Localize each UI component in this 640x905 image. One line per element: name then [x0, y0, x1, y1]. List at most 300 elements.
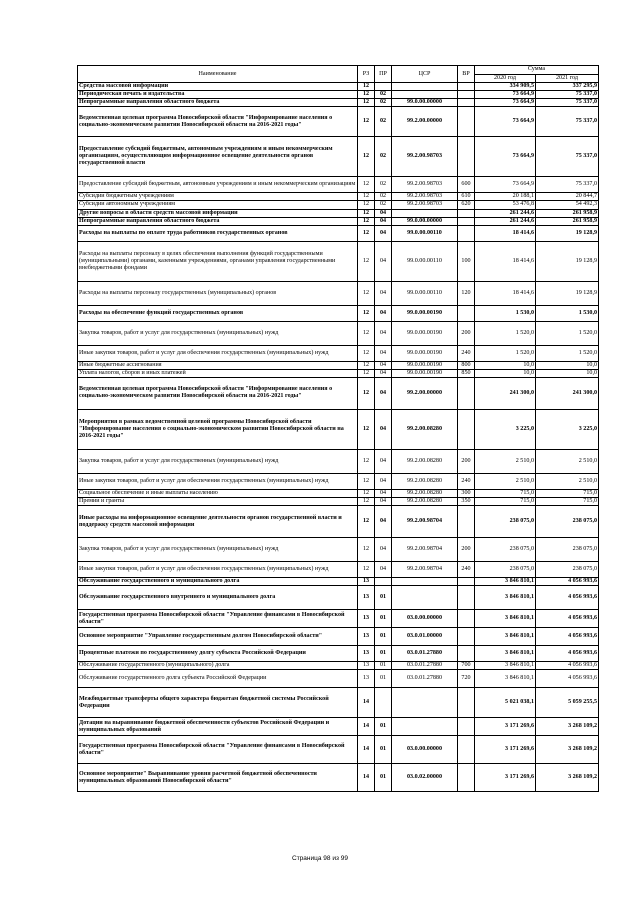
cell-sum-2020: 18 414,6	[475, 241, 536, 281]
cell-sum-2021: 241 300,0	[536, 377, 599, 409]
table-row	[78, 670, 599, 688]
cell-rz: 13	[358, 646, 375, 662]
cell-sum-2021: 238 075,0	[536, 562, 599, 578]
cell-rz: 12	[358, 193, 375, 201]
table-row	[78, 688, 599, 718]
table-row	[78, 586, 599, 610]
cell-rz: 14	[358, 688, 375, 718]
cell-name: Иные бюджетные ассигнования	[78, 361, 358, 369]
cell-csr: 03.0.01.27880	[392, 670, 458, 688]
cell-sum-2021: 261 958,9	[536, 209, 599, 217]
cell-pr: 04	[375, 241, 392, 281]
cell-name: Расходы на выплаты персоналу государственных (муниципальных) органов	[78, 281, 358, 305]
table-row	[78, 241, 599, 281]
cell-rz: 12	[358, 538, 375, 562]
cell-name: Ведомственная целевая программа Новосибирской области "Информирование населения о социально-экономическом развитии Новосибирской области на 2016-2021 годы"	[78, 377, 358, 409]
cell-sum-2020: 3 846 810,1	[475, 578, 536, 586]
cell-sum-2021: 19 128,9	[536, 241, 599, 281]
cell-sum-2020: 1 530,0	[475, 305, 536, 321]
cell-name: Процентные платежи по государственному долгу субъекта Российской Федерации	[78, 646, 358, 662]
cell-csr: 99.2.00.98704	[392, 562, 458, 578]
cell-name: Иные закупки товаров, работ и услуг для обеспечения государственных (муниципальных) нужд	[78, 562, 358, 578]
cell-vr: 610	[458, 193, 475, 201]
cell-pr: 01	[375, 586, 392, 610]
cell-sum-2020: 1 520,0	[475, 321, 536, 345]
cell-sum-2021: 1 520,0	[536, 345, 599, 361]
cell-sum-2021: 3 225,0	[536, 409, 599, 449]
cell-rz: 12	[358, 225, 375, 241]
cell-csr: 99.0.00.00190	[392, 305, 458, 321]
table-row	[78, 177, 599, 193]
cell-vr: 200	[458, 538, 475, 562]
table-row	[78, 562, 599, 578]
cell-name: Основное мероприятие" Выравнивание уровня расчетной бюджетной обеспеченности муниципальных образований Новосибирской области"	[78, 764, 358, 792]
cell-pr	[375, 688, 392, 718]
cell-sum-2020: 3 846 810,1	[475, 628, 536, 646]
cell-csr: 03.0.01.27880	[392, 646, 458, 662]
cell-csr: 03.0.00.00000	[392, 736, 458, 764]
cell-pr: 01	[375, 646, 392, 662]
cell-csr	[392, 578, 458, 586]
cell-csr: 99.2.00.98703	[392, 193, 458, 201]
cell-sum-2021: 3 268 109,2	[536, 718, 599, 736]
cell-rz: 13	[358, 628, 375, 646]
table-row	[78, 201, 599, 209]
cell-name: Обслуживание государственного (муниципального) долга	[78, 662, 358, 670]
cell-sum-2020: 18 414,6	[475, 225, 536, 241]
cell-csr	[392, 718, 458, 736]
cell-rz: 12	[358, 345, 375, 361]
cell-name: Субсидии бюджетным учреждениям	[78, 193, 358, 201]
cell-rz: 12	[358, 449, 375, 473]
cell-csr: 99.2.00.00000	[392, 107, 458, 137]
cell-sum-2021: 4 056 993,6	[536, 586, 599, 610]
cell-csr: 99.2.00.08280	[392, 473, 458, 489]
cell-vr	[458, 83, 475, 91]
cell-name: Обслуживание государственного внутреннего и муниципального долга	[78, 586, 358, 610]
cell-sum-2021: 4 056 993,6	[536, 670, 599, 688]
cell-sum-2020: 3 225,0	[475, 409, 536, 449]
table-row	[78, 225, 599, 241]
col-header-name: Наименование	[78, 66, 358, 83]
budget-table	[77, 65, 599, 792]
cell-sum-2021: 2 510,0	[536, 449, 599, 473]
cell-vr: 700	[458, 662, 475, 670]
cell-sum-2020: 261 244,6	[475, 217, 536, 225]
cell-sum-2020: 238 075,0	[475, 538, 536, 562]
cell-name: Средства массовой информации	[78, 83, 358, 91]
cell-sum-2021: 715,0	[536, 498, 599, 506]
cell-vr	[458, 646, 475, 662]
cell-vr	[458, 764, 475, 792]
cell-rz: 12	[358, 321, 375, 345]
table-body	[78, 83, 599, 792]
cell-rz: 12	[358, 241, 375, 281]
cell-rz: 12	[358, 361, 375, 369]
cell-sum-2020: 73 664,9	[475, 177, 536, 193]
cell-name: Обслуживание государственного и муниципального долга	[78, 578, 358, 586]
cell-sum-2020: 53 476,8	[475, 201, 536, 209]
cell-sum-2021: 75 337,0	[536, 91, 599, 99]
cell-sum-2021: 4 056 993,6	[536, 578, 599, 586]
cell-rz: 12	[358, 209, 375, 217]
cell-sum-2021: 715,0	[536, 489, 599, 497]
cell-vr	[458, 209, 475, 217]
cell-sum-2021: 4 056 993,6	[536, 628, 599, 646]
cell-sum-2020: 3 846 810,1	[475, 586, 536, 610]
cell-pr: 04	[375, 361, 392, 369]
cell-vr	[458, 107, 475, 137]
cell-rz: 12	[358, 91, 375, 99]
cell-csr: 99.2.00.08280	[392, 498, 458, 506]
cell-vr	[458, 409, 475, 449]
cell-rz: 12	[358, 99, 375, 107]
cell-vr	[458, 718, 475, 736]
table-row	[78, 193, 599, 201]
cell-sum-2021: 10,0	[536, 369, 599, 377]
cell-vr: 240	[458, 473, 475, 489]
cell-name: Иные расходы на информационное освещение деятельности органов государственной власти и поддержку средств массовой информации	[78, 506, 358, 538]
cell-pr	[375, 83, 392, 91]
cell-sum-2020: 73 664,9	[475, 91, 536, 99]
cell-name: Периодическая печать и издательства	[78, 91, 358, 99]
cell-pr: 04	[375, 225, 392, 241]
cell-pr: 01	[375, 670, 392, 688]
cell-vr: 240	[458, 345, 475, 361]
cell-sum-2020: 715,0	[475, 489, 536, 497]
cell-csr: 99.0.00.00110	[392, 225, 458, 241]
cell-sum-2021: 238 075,0	[536, 506, 599, 538]
cell-sum-2021: 238 075,0	[536, 538, 599, 562]
table-row	[78, 99, 599, 107]
cell-vr: 100	[458, 241, 475, 281]
cell-sum-2021: 75 337,0	[536, 137, 599, 177]
cell-csr: 99.2.00.98703	[392, 177, 458, 193]
cell-sum-2020: 2 510,0	[475, 473, 536, 489]
cell-sum-2020: 3 846 810,1	[475, 670, 536, 688]
cell-sum-2021: 10,0	[536, 361, 599, 369]
cell-pr: 04	[375, 506, 392, 538]
cell-vr	[458, 225, 475, 241]
cell-pr: 04	[375, 305, 392, 321]
table-row	[78, 209, 599, 217]
cell-pr: 04	[375, 217, 392, 225]
cell-csr: 99.0.00.00190	[392, 321, 458, 345]
cell-sum-2020: 20 188,1	[475, 193, 536, 201]
table-row	[78, 369, 599, 377]
cell-rz: 12	[358, 369, 375, 377]
cell-rz: 12	[358, 83, 375, 91]
cell-csr: 99.2.00.08280	[392, 489, 458, 497]
cell-sum-2021: 4 056 993,6	[536, 662, 599, 670]
table-row	[78, 409, 599, 449]
cell-pr: 01	[375, 718, 392, 736]
table-row	[78, 578, 599, 586]
cell-vr	[458, 91, 475, 99]
cell-pr: 01	[375, 764, 392, 792]
col-header-sum: Сумма	[475, 66, 599, 75]
cell-pr: 01	[375, 662, 392, 670]
cell-sum-2020: 334 909,5	[475, 83, 536, 91]
cell-vr: 620	[458, 201, 475, 209]
cell-csr: 99.0.00.00190	[392, 369, 458, 377]
cell-sum-2021: 3 268 109,2	[536, 764, 599, 792]
cell-csr: 03.0.01.00000	[392, 628, 458, 646]
cell-pr: 01	[375, 736, 392, 764]
cell-vr	[458, 628, 475, 646]
cell-pr: 04	[375, 473, 392, 489]
cell-sum-2020: 238 075,0	[475, 506, 536, 538]
table-row	[78, 764, 599, 792]
cell-rz: 12	[358, 473, 375, 489]
cell-csr: 99.2.00.98703	[392, 201, 458, 209]
cell-sum-2021: 75 337,0	[536, 177, 599, 193]
table-row	[78, 473, 599, 489]
cell-rz: 12	[358, 201, 375, 209]
cell-sum-2021: 3 268 109,2	[536, 736, 599, 764]
cell-sum-2021: 337 295,9	[536, 83, 599, 91]
cell-sum-2021: 20 844,7	[536, 193, 599, 201]
cell-sum-2020: 3 171 269,6	[475, 764, 536, 792]
cell-csr: 99.2.00.98704	[392, 538, 458, 562]
cell-name: Уплата налогов, сборов и иных платежей	[78, 369, 358, 377]
cell-sum-2020: 73 664,9	[475, 107, 536, 137]
table-row	[78, 498, 599, 506]
cell-name: Непрограммные направления областного бюджета	[78, 99, 358, 107]
cell-name: Обслуживание государственного долга субъекта Российской Федерации	[78, 670, 358, 688]
cell-sum-2020: 73 664,9	[475, 137, 536, 177]
cell-sum-2021: 75 337,0	[536, 99, 599, 107]
table-row	[78, 736, 599, 764]
cell-vr	[458, 736, 475, 764]
cell-rz: 13	[358, 578, 375, 586]
cell-sum-2021: 1 530,0	[536, 305, 599, 321]
table-row	[78, 646, 599, 662]
cell-name: Субсидии автономным учреждениям	[78, 201, 358, 209]
cell-name: Расходы на обеспечение функций государственных органов	[78, 305, 358, 321]
cell-rz: 13	[358, 610, 375, 628]
cell-name: Расходы на выплаты персоналу в целях обеспечения выполнения функций государственными (муниципальными) органами, казенными учреждениями, органами управления государственными внебюджетными фондами	[78, 241, 358, 281]
cell-rz: 12	[358, 489, 375, 497]
cell-vr	[458, 688, 475, 718]
cell-rz: 12	[358, 137, 375, 177]
cell-rz: 12	[358, 377, 375, 409]
cell-rz: 14	[358, 736, 375, 764]
table-row	[78, 107, 599, 137]
cell-name: Иные закупки товаров, работ и услуг для обеспечения государственных (муниципальных) нужд	[78, 345, 358, 361]
cell-csr: 99.2.00.08280	[392, 409, 458, 449]
cell-sum-2020: 238 075,0	[475, 562, 536, 578]
cell-pr: 04	[375, 562, 392, 578]
table-row	[78, 281, 599, 305]
cell-rz: 14	[358, 764, 375, 792]
cell-sum-2020: 715,0	[475, 498, 536, 506]
cell-pr: 02	[375, 177, 392, 193]
cell-vr: 200	[458, 449, 475, 473]
cell-sum-2020: 5 021 038,1	[475, 688, 536, 718]
cell-vr	[458, 578, 475, 586]
cell-sum-2020: 3 171 269,6	[475, 736, 536, 764]
cell-rz: 12	[358, 506, 375, 538]
cell-vr: 200	[458, 321, 475, 345]
cell-vr	[458, 305, 475, 321]
cell-rz: 12	[358, 281, 375, 305]
cell-csr: 99.0.00.00190	[392, 361, 458, 369]
table-row	[78, 305, 599, 321]
table-row	[78, 345, 599, 361]
col-header-csr: ЦСР	[392, 66, 458, 83]
cell-name: Ведомственная целевая программа Новосибирской области "Информирование населения о социально-экономическом развитии Новосибирской области на 2016-2021 годы"	[78, 107, 358, 137]
cell-name: Межбюджетные трансферты общего характера бюджетам бюджетной системы Российской Федерации	[78, 688, 358, 718]
cell-name: Предоставление субсидий бюджетным, автономным учреждениям и иным некоммерческим организациям	[78, 177, 358, 193]
cell-vr: 240	[458, 562, 475, 578]
cell-name: Предоставление субсидий бюджетным, автономным учреждениям и иным некоммерческим организациям, осуществляющим информационное освещение деятельности органов государственной власти	[78, 137, 358, 177]
cell-rz: 12	[358, 177, 375, 193]
cell-pr: 04	[375, 409, 392, 449]
cell-rz: 14	[358, 718, 375, 736]
cell-pr: 04	[375, 345, 392, 361]
cell-pr: 04	[375, 449, 392, 473]
cell-rz: 13	[358, 670, 375, 688]
cell-rz: 13	[358, 586, 375, 610]
cell-csr: 99.2.00.98704	[392, 506, 458, 538]
cell-csr	[392, 83, 458, 91]
cell-sum-2020: 3 846 810,1	[475, 662, 536, 670]
cell-vr	[458, 99, 475, 107]
table-row	[78, 506, 599, 538]
cell-sum-2021: 19 128,9	[536, 281, 599, 305]
cell-sum-2021: 54 492,3	[536, 201, 599, 209]
cell-rz: 12	[358, 305, 375, 321]
cell-sum-2021: 2 510,0	[536, 473, 599, 489]
cell-vr: 600	[458, 177, 475, 193]
cell-name: Расходы на выплаты по оплате труда работников государственных органов	[78, 225, 358, 241]
cell-vr	[458, 137, 475, 177]
cell-name: Государственная программа Новосибирской области "Управление финансами в Новосибирской области"	[78, 610, 358, 628]
cell-sum-2021: 75 337,0	[536, 107, 599, 137]
table-row	[78, 83, 599, 91]
cell-name: Социальное обеспечение и иные выплаты населению	[78, 489, 358, 497]
cell-name: Мероприятия в рамках ведомственной целевой программы Новосибирской области "Информирование населения о социально-экономическом развитии Новосибирской области на 2016-2021 годы"	[78, 409, 358, 449]
table-row	[78, 137, 599, 177]
cell-csr	[392, 688, 458, 718]
cell-sum-2020: 2 510,0	[475, 449, 536, 473]
cell-sum-2020: 261 244,6	[475, 209, 536, 217]
col-header-rz: РЗ	[358, 66, 375, 83]
cell-sum-2021: 4 056 993,6	[536, 610, 599, 628]
table-row	[78, 628, 599, 646]
cell-pr: 01	[375, 628, 392, 646]
cell-pr: 04	[375, 209, 392, 217]
cell-pr: 02	[375, 137, 392, 177]
cell-vr: 350	[458, 498, 475, 506]
cell-name: Закупка товаров, работ и услуг для государственных (муниципальных) нужд	[78, 449, 358, 473]
table-row	[78, 610, 599, 628]
cell-csr: 99.0.00.00000	[392, 217, 458, 225]
cell-name: Основное мероприятие "Управление государственным долгом Новосибирской области"	[78, 628, 358, 646]
cell-csr: 03.0.00.00000	[392, 610, 458, 628]
cell-csr: 99.0.00.00000	[392, 99, 458, 107]
cell-vr	[458, 377, 475, 409]
cell-vr	[458, 586, 475, 610]
cell-pr: 04	[375, 321, 392, 345]
cell-vr: 800	[458, 361, 475, 369]
cell-csr: 99.2.00.08280	[392, 449, 458, 473]
cell-name: Другие вопросы в области средств массовой информации	[78, 209, 358, 217]
cell-name: Дотации на выравнивание бюджетной обеспеченности субъектов Российской Федерации и муниципальных образований	[78, 718, 358, 736]
cell-csr: 99.2.00.00000	[392, 377, 458, 409]
cell-vr	[458, 610, 475, 628]
cell-sum-2021: 5 059 255,5	[536, 688, 599, 718]
cell-vr: 120	[458, 281, 475, 305]
cell-pr: 02	[375, 91, 392, 99]
cell-csr: 99.0.00.00110	[392, 241, 458, 281]
cell-rz: 13	[358, 662, 375, 670]
cell-rz: 12	[358, 498, 375, 506]
page-footer: Страница 98 из 99	[292, 855, 348, 862]
cell-sum-2020: 3 846 810,1	[475, 646, 536, 662]
table-row	[78, 718, 599, 736]
cell-pr: 01	[375, 610, 392, 628]
cell-csr	[392, 91, 458, 99]
cell-csr: 99.0.00.00110	[392, 281, 458, 305]
table-row	[78, 538, 599, 562]
cell-csr: 03.0.01.27880	[392, 662, 458, 670]
cell-pr: 02	[375, 201, 392, 209]
cell-csr: 99.0.00.00190	[392, 345, 458, 361]
cell-name: Закупка товаров, работ и услуг для государственных (муниципальных) нужд	[78, 538, 358, 562]
cell-name: Иные закупки товаров, работ и услуг для обеспечения государственных (муниципальных) нужд	[78, 473, 358, 489]
cell-pr: 04	[375, 498, 392, 506]
cell-sum-2021: 19 128,9	[536, 225, 599, 241]
table-row	[78, 361, 599, 369]
cell-sum-2021: 1 520,0	[536, 321, 599, 345]
cell-sum-2021: 261 958,9	[536, 217, 599, 225]
cell-sum-2020: 1 520,0	[475, 345, 536, 361]
cell-name: Непрограммные направления областного бюджета	[78, 217, 358, 225]
cell-pr: 04	[375, 538, 392, 562]
cell-pr: 04	[375, 377, 392, 409]
table-header	[78, 66, 599, 83]
cell-csr	[392, 586, 458, 610]
col-header-2021: 2021 год	[536, 75, 599, 83]
cell-csr	[392, 209, 458, 217]
cell-sum-2021: 4 056 993,6	[536, 646, 599, 662]
cell-pr: 04	[375, 489, 392, 497]
cell-sum-2020: 3 846 810,1	[475, 610, 536, 628]
col-header-2020: 2020 год	[475, 75, 536, 83]
col-header-pr: ПР	[375, 66, 392, 83]
cell-name: Закупка товаров, работ и услуг для государственных (муниципальных) нужд	[78, 321, 358, 345]
cell-sum-2020: 3 171 269,6	[475, 718, 536, 736]
cell-rz: 12	[358, 562, 375, 578]
cell-pr: 02	[375, 107, 392, 137]
cell-name: Премии и гранты	[78, 498, 358, 506]
cell-sum-2020: 241 300,0	[475, 377, 536, 409]
cell-rz: 12	[358, 217, 375, 225]
table-row	[78, 662, 599, 670]
table-row	[78, 377, 599, 409]
cell-rz: 12	[358, 107, 375, 137]
col-header-vr: ВР	[458, 66, 475, 83]
table-row	[78, 217, 599, 225]
cell-rz: 12	[358, 409, 375, 449]
cell-sum-2020: 18 414,6	[475, 281, 536, 305]
cell-pr	[375, 578, 392, 586]
cell-sum-2020: 10,0	[475, 369, 536, 377]
table-row	[78, 321, 599, 345]
cell-pr: 04	[375, 281, 392, 305]
